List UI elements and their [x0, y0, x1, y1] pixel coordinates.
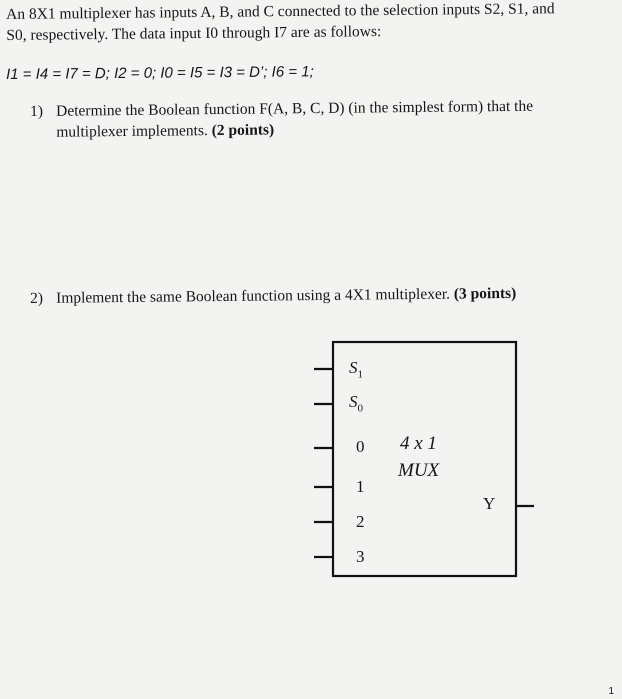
question-1-points: (2 points) [211, 121, 275, 140]
question-2-text: Implement the same Boolean function using a 4X1 multiplexer. [56, 285, 451, 307]
question-2-number: 2) [30, 289, 44, 307]
input-assignments: I1 = I4 = I7 = D; I2 = 0; I0 = I5 = I3 = D’; I6 = 1; [6, 63, 314, 83]
input-1-label: 1 [356, 477, 365, 496]
select-1-subscript: 1 [357, 368, 363, 381]
intro-line-1: An 8X1 multiplexer has inputs A, B, and C connected to the selection inputs S2, S1, and [6, 0, 555, 23]
select-1-label [349, 358, 363, 380]
page-number: 1 [608, 686, 614, 697]
question-2-points: (3 points) [453, 284, 517, 303]
mux-title-line-1: 4 x 1 [400, 433, 437, 454]
input-2-label: 2 [356, 512, 365, 531]
input-0-label: 0 [356, 437, 365, 456]
select-0-letter: S [349, 392, 358, 411]
question-1-text: Determine the Boolean function F(A, B, C, D) (in the simplest form) that the [56, 97, 534, 120]
question-1-text-2: multiplexer implements. [56, 122, 208, 141]
input-3-label: 3 [356, 547, 365, 566]
output-label: Y [483, 494, 496, 513]
select-0-label [349, 392, 363, 414]
mux-title-line-2: MUX [398, 460, 440, 481]
select-0-subscript: 0 [357, 402, 363, 415]
question-1-number: 1) [30, 102, 44, 120]
intro-line-2: S0, respectively. The data input I0 through I7 are as follows: [6, 23, 382, 44]
select-1-letter: S [349, 358, 358, 377]
